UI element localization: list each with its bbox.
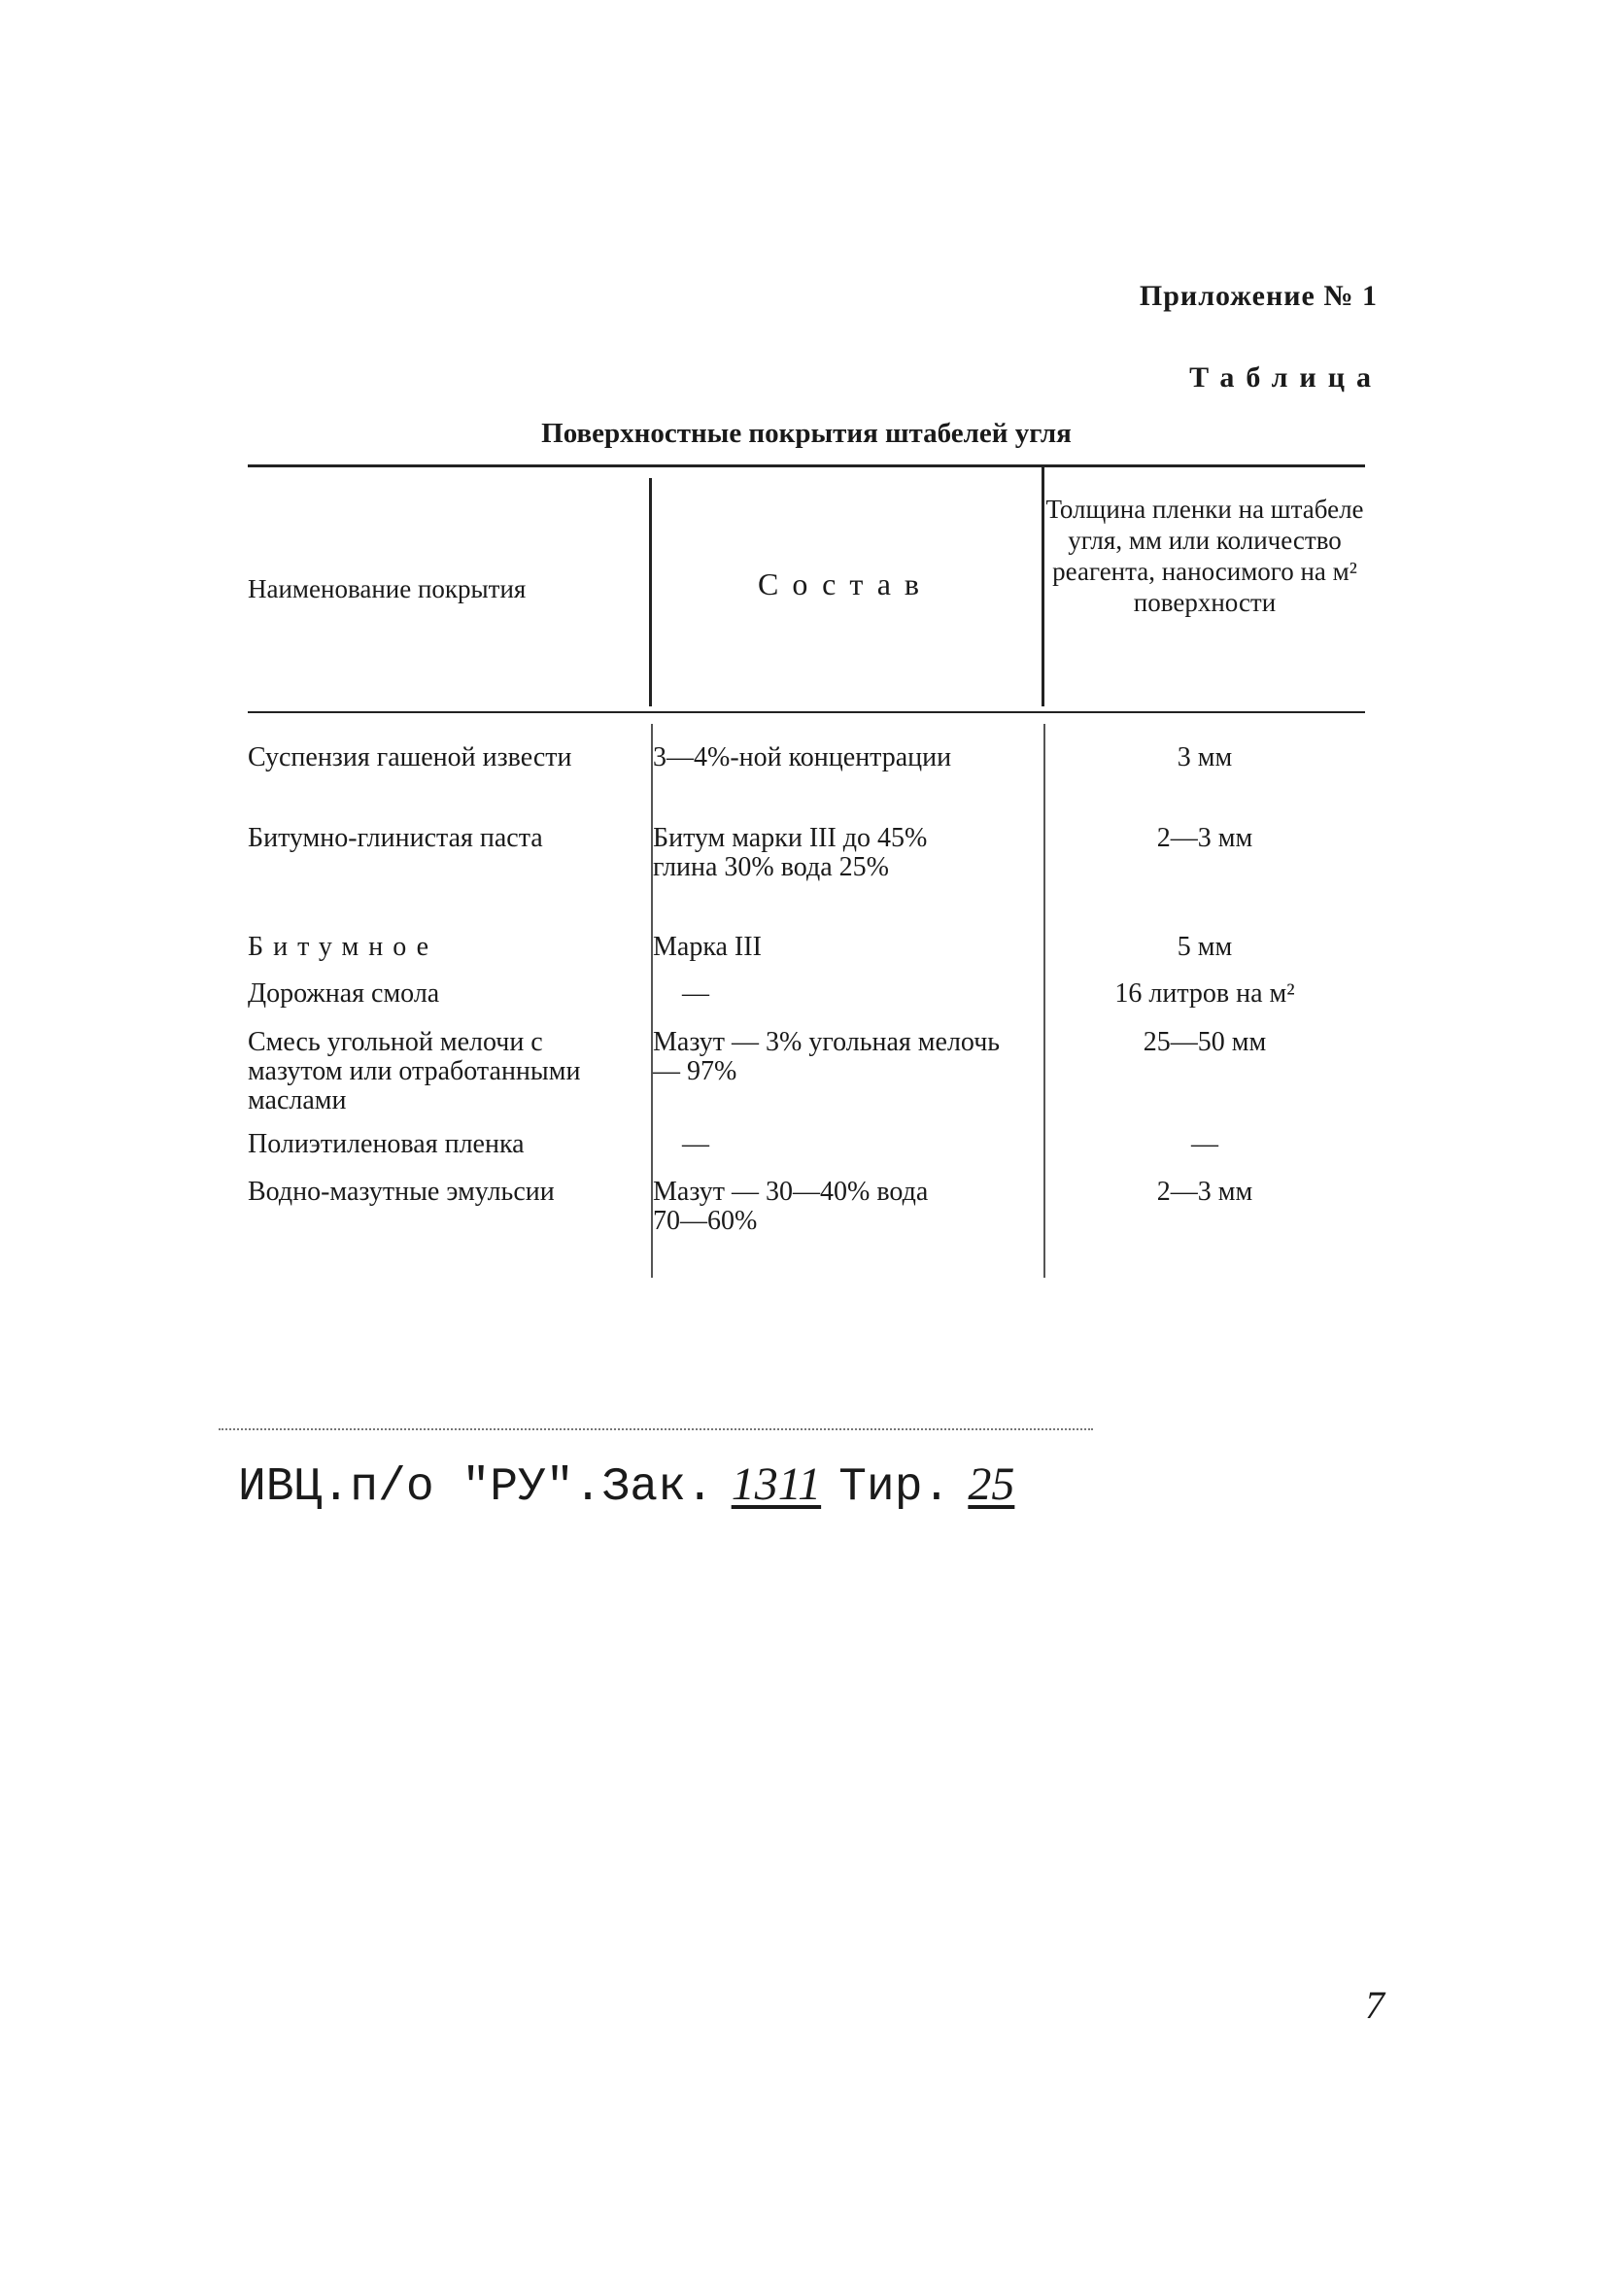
- column-header-composition: Состав: [757, 566, 934, 601]
- row-6-name: Полиэтиленовая пленка: [248, 1129, 525, 1159]
- header-bottom-rule: [248, 711, 1365, 713]
- row-3-name: Битумное: [248, 932, 439, 962]
- row-7-thickness: 2—3 мм: [1156, 1177, 1253, 1207]
- row-4-name: Дорожная смола: [248, 978, 440, 1009]
- row-2-name: Битумно-глинистая паста: [248, 823, 543, 853]
- row-5-name: Смесь угольной мелочи с мазутом или отработанными маслами: [248, 1027, 581, 1115]
- row-3-composition: Марка III: [653, 932, 762, 962]
- row-1-name: Суспензия гашеной извести: [248, 742, 572, 772]
- row-5-composition: Мазут — 3% угольная мелочь — 97%: [653, 1027, 1001, 1086]
- column-header-thickness: Толщина пленки на штабеле угля, мм или количество реагента, наносимого на м² поверхности: [1045, 495, 1364, 617]
- stamp-tirage-label: Тир.: [838, 1461, 951, 1514]
- row-7-name: Водно-мазутные эмульсии: [248, 1177, 555, 1207]
- page-number: 7: [1365, 1983, 1384, 2027]
- print-stamp: [238, 1457, 1032, 1514]
- stamp-order-number: 1311: [731, 1458, 822, 1510]
- row-2-thickness: 2—3 мм: [1156, 823, 1253, 853]
- row-4-composition: —: [682, 978, 709, 1009]
- stamp-tirage-value: 25: [968, 1458, 1015, 1510]
- row-6-composition: —: [682, 1129, 709, 1159]
- row-1-composition: 3—4%-ной концентрации: [653, 742, 952, 772]
- stamp-prefix: ИВЦ.п/о "РУ".Зак.: [238, 1461, 714, 1514]
- row-6-thickness: —: [1191, 1129, 1218, 1159]
- row-7-composition: Мазут — 30—40% вода 70—60%: [653, 1177, 929, 1236]
- row-4-thickness: 16 литров на м²: [1114, 978, 1295, 1009]
- row-3-thickness: 5 мм: [1177, 932, 1233, 962]
- column-header-name: Наименование покрытия: [248, 574, 527, 603]
- row-2-composition: Битум марки III до 45% глина 30% вода 25%: [653, 823, 928, 882]
- column-divider-2-body: [1043, 724, 1045, 1278]
- table-top-rule: [248, 464, 1365, 467]
- row-5-thickness: 25—50 мм: [1143, 1027, 1267, 1057]
- stamp-divider: [219, 1428, 1093, 1430]
- table-title: Поверхностные покрытия штабелей угля: [541, 418, 1072, 449]
- appendix-label: Приложение № 1: [1139, 280, 1378, 312]
- row-1-thickness: 3 мм: [1177, 742, 1233, 772]
- table-label: Таблица: [1189, 361, 1383, 394]
